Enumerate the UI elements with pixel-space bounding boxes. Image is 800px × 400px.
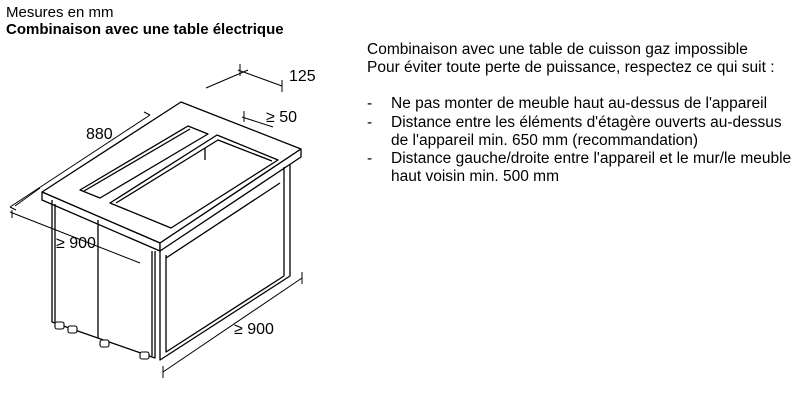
bullet-dash: -: [367, 113, 373, 131]
installation-notes: [367, 41, 792, 186]
width-label: 880: [86, 126, 113, 143]
list-item-text: Ne pas monter de meuble haut au-dessus de l'appareil: [391, 95, 768, 113]
notes-intro-1: Combinaison avec une table de cuisson gaz impossible: [367, 41, 748, 58]
bullet-dash: -: [367, 150, 373, 168]
diagram-title: Combinaison avec une table électrique: [6, 21, 284, 38]
installation-diagram: [0, 0, 360, 400]
list-item: [367, 95, 792, 113]
cabinet-feet: [55, 322, 149, 359]
bottom-width-dimension-line: [163, 278, 302, 372]
list-item-text: Distance gauche/droite entre l'appareil et le mur/le meuble haut voisin min. 500 mm: [391, 150, 792, 186]
bullet-dash: -: [367, 95, 373, 113]
notes-list: [367, 95, 792, 186]
list-item: [367, 114, 792, 150]
diagram-subtitle: Mesures en mm: [6, 4, 114, 21]
notes-intro-2: Pour éviter toute perte de puissance, respectez ce qui suit :: [367, 59, 775, 77]
bottom-width-label: ≥ 900: [234, 321, 274, 338]
left-height-label: ≥ 900: [56, 235, 96, 252]
depth-dimension-line: [238, 70, 282, 86]
list-item-text: Distance entre les éléments d'étagère ouverts au-dessus de l'appareil min. 650 mm (recommandation): [391, 113, 782, 149]
list-item: [367, 150, 792, 186]
depth-top-label: 125: [289, 68, 316, 85]
gap-label: ≥ 50: [266, 109, 298, 126]
